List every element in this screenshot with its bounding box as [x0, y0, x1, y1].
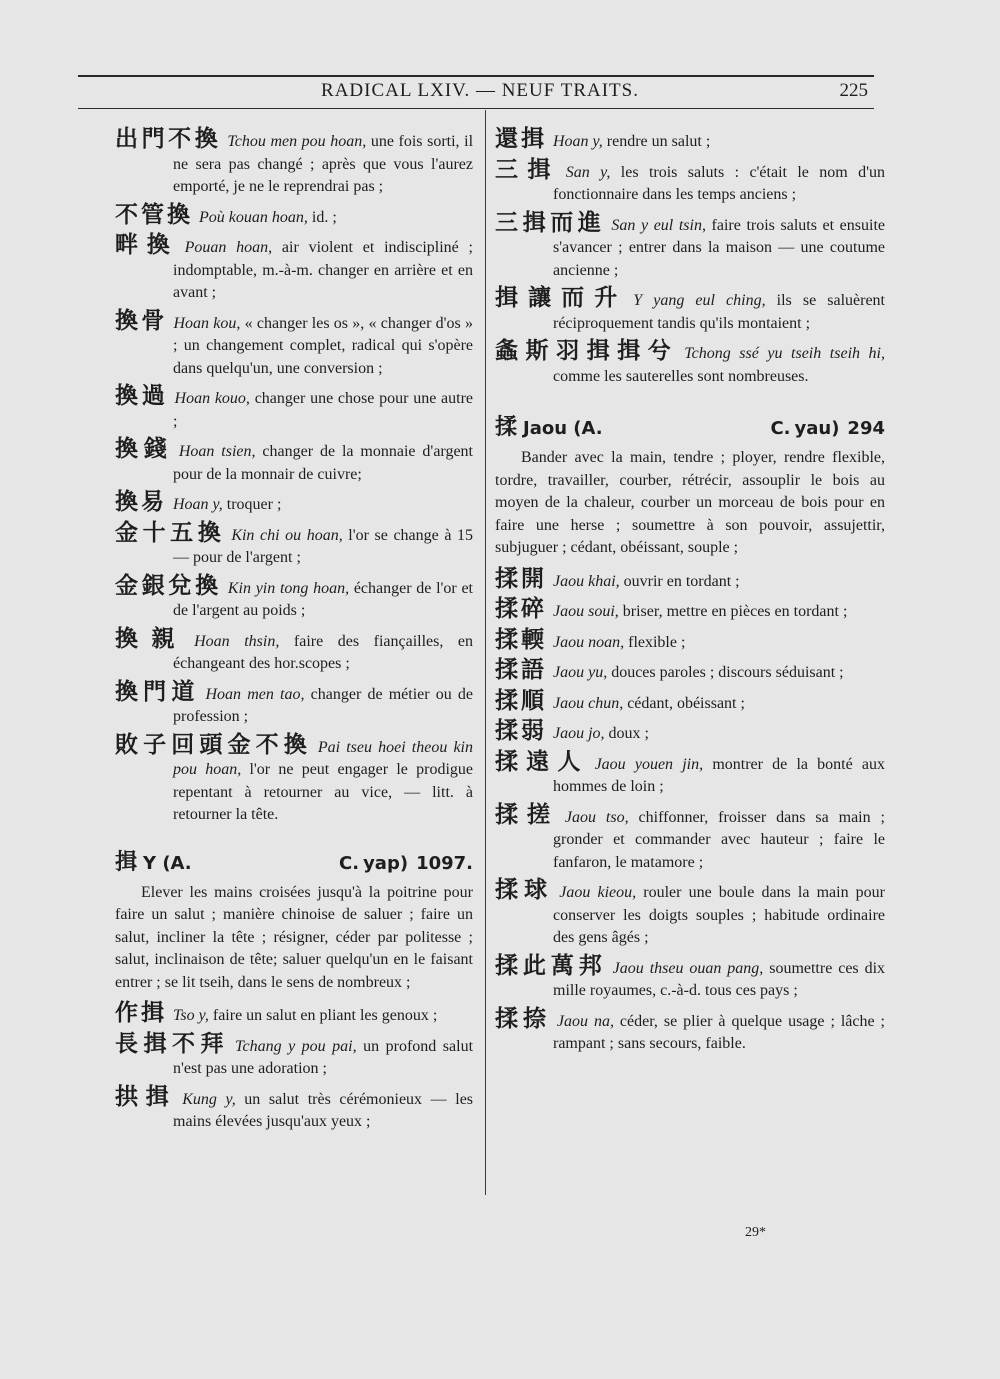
translation: cédant, obéissant ;: [623, 694, 745, 712]
chinese-phrase: 揉搓: [495, 801, 559, 828]
dictionary-entry: [495, 598, 885, 624]
chinese-phrase: 三揖: [495, 156, 560, 183]
dictionary-entry: [495, 659, 885, 685]
dictionary-entry: [115, 128, 473, 199]
translation: ils se saluèrent réciproquement tandis qu'ils montaient ;: [553, 292, 885, 332]
chinese-phrase: 長揖不拜: [115, 1030, 230, 1057]
heading-number: 294: [847, 418, 885, 439]
dictionary-entry: [115, 625, 474, 676]
chinese-phrase: 揉遠人: [495, 748, 589, 775]
translation: rendre un salut ;: [602, 133, 711, 150]
romanization: Kin chi ou hoan,: [231, 526, 343, 544]
romanization: San y,: [565, 163, 611, 181]
column-divider: [485, 110, 486, 1195]
page-number: 225: [839, 80, 868, 101]
chinese-phrase: 換親: [115, 625, 189, 652]
heading-cantonese-label: C.: [770, 418, 791, 439]
dictionary-entry: [495, 687, 885, 716]
romanization: Jaou youen jin,: [594, 755, 704, 773]
chinese-phrase: 換骨: [115, 307, 168, 334]
translation: changer une chose pour une autre ;: [173, 390, 474, 430]
heading-character: 揖: [115, 849, 138, 875]
translation: douces paroles ; discours séduisant ;: [607, 664, 844, 681]
chinese-phrase: 出門不換: [115, 126, 222, 152]
chinese-phrase: 換易: [115, 489, 167, 515]
translation: ouvrir en tordant ;: [619, 572, 740, 590]
dictionary-entry: [495, 801, 885, 875]
chinese-phrase: 換錢: [115, 436, 173, 462]
romanization: Hoan thsin,: [194, 632, 280, 650]
romanization: Jaou soui,: [553, 603, 619, 620]
heading-cantonese-label: C.: [339, 852, 360, 874]
translation: comme les sauterelles sont nombreuses.: [553, 367, 809, 385]
romanization: Jaou yu,: [553, 664, 608, 681]
chinese-phrase: 揉輭: [495, 626, 547, 653]
dictionary-entry: [495, 720, 885, 746]
header-rule: [78, 108, 874, 109]
chinese-phrase: 不管換: [115, 201, 193, 228]
translation: changer de la monnaie d'argent pour de la monnair de cuivre;: [173, 443, 474, 483]
left-entries-1: [115, 128, 473, 827]
heading-cantonese-reading: yap): [363, 852, 409, 874]
romanization: Hoan kouo,: [174, 390, 250, 407]
chinese-phrase: 揉順: [495, 687, 547, 714]
entry-heading-y: [115, 845, 473, 876]
right-entries-1: [495, 128, 885, 388]
translation: rouler une boule dans la main pour conserver les doigts souples ; habitude ordinaire des gens âgés ;: [553, 884, 886, 946]
romanization: Kung y,: [182, 1090, 236, 1108]
right-entries-2: [495, 565, 886, 1056]
romanization: Jaou thseu ouan pang,: [612, 959, 764, 977]
dictionary-entry: [115, 307, 474, 381]
dictionary-entry: [495, 952, 886, 1003]
dictionary-entry: [115, 438, 473, 486]
chinese-phrase: 揉碎: [495, 596, 547, 622]
translation: échanger de l'or et de l'argent au poids ;: [173, 579, 474, 619]
dictionary-entry: [115, 519, 473, 570]
dictionary-entry: [115, 201, 473, 230]
chinese-phrase: 揖讓而升: [495, 285, 628, 311]
dictionary-entry: [115, 1002, 473, 1028]
running-header: RADICAL LXIV. — NEUF TRAITS.: [321, 80, 639, 101]
translation: flexible ;: [624, 633, 686, 651]
romanization: Jaou khai,: [553, 572, 620, 590]
dictionary-entry: [115, 234, 473, 305]
romanization: Poù kouan hoan,: [199, 208, 308, 226]
chinese-phrase: 揉語: [495, 657, 547, 683]
definition-jaou: Bander avec la main, tendre ; ployer, rendre flexible, tordre, travailler, courber, rétrécir, assouplir le bois au moyen de la chaleur, courber un morceau de bois pour en faire une herse ; soumettre à son pouvoir, assujettir, subjuguer ; cédant, obéissant, souple ;: [495, 449, 885, 556]
dictionary-entry: [115, 572, 474, 623]
romanization: Kin yin tong hoan,: [227, 579, 350, 597]
chinese-phrase: 揉此萬邦: [495, 952, 607, 979]
heading-label: Jaou (A.: [523, 418, 603, 439]
chinese-phrase: 還揖: [495, 126, 547, 152]
dictionary-entry: [495, 748, 886, 799]
translation: chiffonner, froisser dans sa main ; gronder et commander avec hauteur ; faire le fanfaron, le matamore ;: [553, 808, 885, 871]
dictionary-entry: [495, 565, 885, 594]
chinese-phrase: 揉捺: [495, 1005, 551, 1032]
romanization: Jaou na,: [556, 1012, 614, 1030]
translation: l'or se change à 15 — pour de l'argent ;: [173, 526, 473, 566]
chinese-phrase: 揉弱: [495, 718, 547, 744]
translation: un profond salut n'est pas une adoration ;: [173, 1037, 474, 1077]
translation: soumettre ces dix mille royaumes, c.-à-d. tous ces pays ;: [553, 959, 886, 999]
chinese-phrase: 螽斯羽揖揖兮: [495, 338, 679, 364]
romanization: Hoan men tao,: [205, 685, 305, 703]
romanization: Tchong ssé yu tseih tseih hi,: [684, 345, 885, 362]
chinese-phrase: 拱揖: [115, 1083, 177, 1110]
translation: faire des fiançailles, en échangeant des hor.scopes ;: [173, 632, 474, 672]
romanization: Pai tseu hoei theou kin pou hoan,: [173, 738, 474, 778]
translation: céder, se plier à quelque usage ; lâche ; rampant ; sans secours, faible.: [553, 1012, 885, 1052]
romanization: Jaou noan,: [553, 633, 625, 651]
translation: un salut très cérémonieux — les mains élevées jusqu'aux yeux ;: [173, 1090, 474, 1130]
romanization: Tso y,: [173, 1007, 209, 1024]
romanization: Hoan kou,: [173, 314, 241, 332]
dictionary-entry: [115, 1083, 474, 1134]
definition-y: Elever les mains croisées jusqu'à la poitrine pour faire un salut ; manière chinoise de saluer ; faire un salut, incliner la tête ; résigner, céder par politesse ; salut, inclinaison de tête; saluer quelqu'un en le faisant entrer ; se lit tseih, dans le sens de nombreux ;: [115, 883, 473, 991]
left-column: [115, 128, 473, 1139]
dictionary-entry: [115, 491, 473, 517]
chinese-phrase: 金十五換: [115, 519, 226, 546]
translation: faire trois saluts et ensuite s'avancer ; entrer dans la maison — une coutume ancienne ;: [553, 216, 886, 279]
romanization: Tchou men pou hoan,: [227, 133, 367, 150]
romanization: Pouan hoan,: [184, 239, 273, 256]
entry-heading-jaou: [495, 410, 885, 441]
translation: faire un salut en pliant les genoux ;: [208, 1007, 438, 1024]
romanization: Hoan y,: [173, 496, 223, 513]
translation: air violent et indiscipliné ; indomptable, m.-à-m. changer en arrière et en avant ;: [173, 239, 473, 301]
signature-mark: 29*: [745, 1225, 766, 1240]
translation: l'or ne peut engager le prodigue repentant à retourner au vice, — litt. à retourner la tête.: [173, 761, 473, 823]
heading-cantonese-reading: yau): [794, 418, 840, 439]
romanization: Jaou tso,: [564, 808, 629, 826]
heading-number: 1097.: [416, 852, 473, 874]
chinese-phrase: 敗子回頭金不換: [115, 731, 312, 758]
chinese-phrase: 金銀兌換: [115, 572, 222, 599]
translation: troquer ;: [222, 496, 282, 513]
romanization: Tchang y pou pai,: [235, 1037, 357, 1055]
heading-label: Y (A.: [143, 852, 192, 874]
dictionary-entry: [115, 1030, 474, 1081]
chinese-phrase: 畔換: [115, 232, 179, 258]
romanization: Jaou jo,: [553, 725, 605, 742]
heading-character: 揉: [495, 415, 518, 440]
left-entries-2: [115, 1002, 473, 1134]
romanization: Hoan y,: [553, 133, 603, 150]
dictionary-entry: [495, 287, 885, 335]
dictionary-entry: [115, 731, 474, 827]
translation: briser, mettre en pièces en tordant ;: [618, 603, 848, 620]
dictionary-entry: [115, 385, 473, 433]
translation: id. ;: [307, 208, 337, 226]
dictionary-entry: [495, 626, 885, 655]
romanization: Hoan tsien,: [178, 443, 256, 460]
top-rule: [78, 75, 874, 77]
dictionary-entry: [495, 1005, 885, 1056]
dictionary-entry: [495, 209, 886, 283]
translation: doux ;: [604, 725, 649, 742]
translation: changer de métier ou de profession ;: [173, 685, 474, 725]
translation: montrer de la bonté aux hommes de loin ;: [553, 755, 886, 795]
chinese-phrase: 三揖而進: [495, 209, 606, 236]
dictionary-entry: [495, 156, 886, 207]
romanization: San y eul tsin,: [611, 216, 706, 234]
chinese-phrase: 揉球: [495, 877, 554, 903]
translation: « changer les os », « changer d'os » ; un changement complet, radical qui s'opère dans quelqu'un, une conversion ;: [173, 314, 474, 377]
romanization: Y yang eul ching,: [633, 292, 766, 309]
dictionary-entry: [115, 678, 474, 729]
dictionary-entry: [495, 340, 885, 388]
translation: une fois sorti, il ne sera pas changé ; après que vous l'aurez emporté, je ne le reprendrai pas ;: [173, 133, 474, 195]
right-column: [495, 128, 885, 1061]
chinese-phrase: 換過: [115, 383, 169, 409]
chinese-phrase: 作揖: [115, 1000, 167, 1026]
chinese-phrase: 揉開: [495, 565, 547, 592]
romanization: Jaou chun,: [553, 694, 624, 712]
dictionary-entry: [495, 128, 885, 154]
translation: les trois saluts : c'était le nom d'un fonctionnaire dans les temps anciens ;: [553, 163, 886, 203]
dictionary-entry: [495, 879, 885, 950]
chinese-phrase: 換門道: [115, 678, 200, 705]
romanization: Jaou kieou,: [559, 884, 637, 901]
